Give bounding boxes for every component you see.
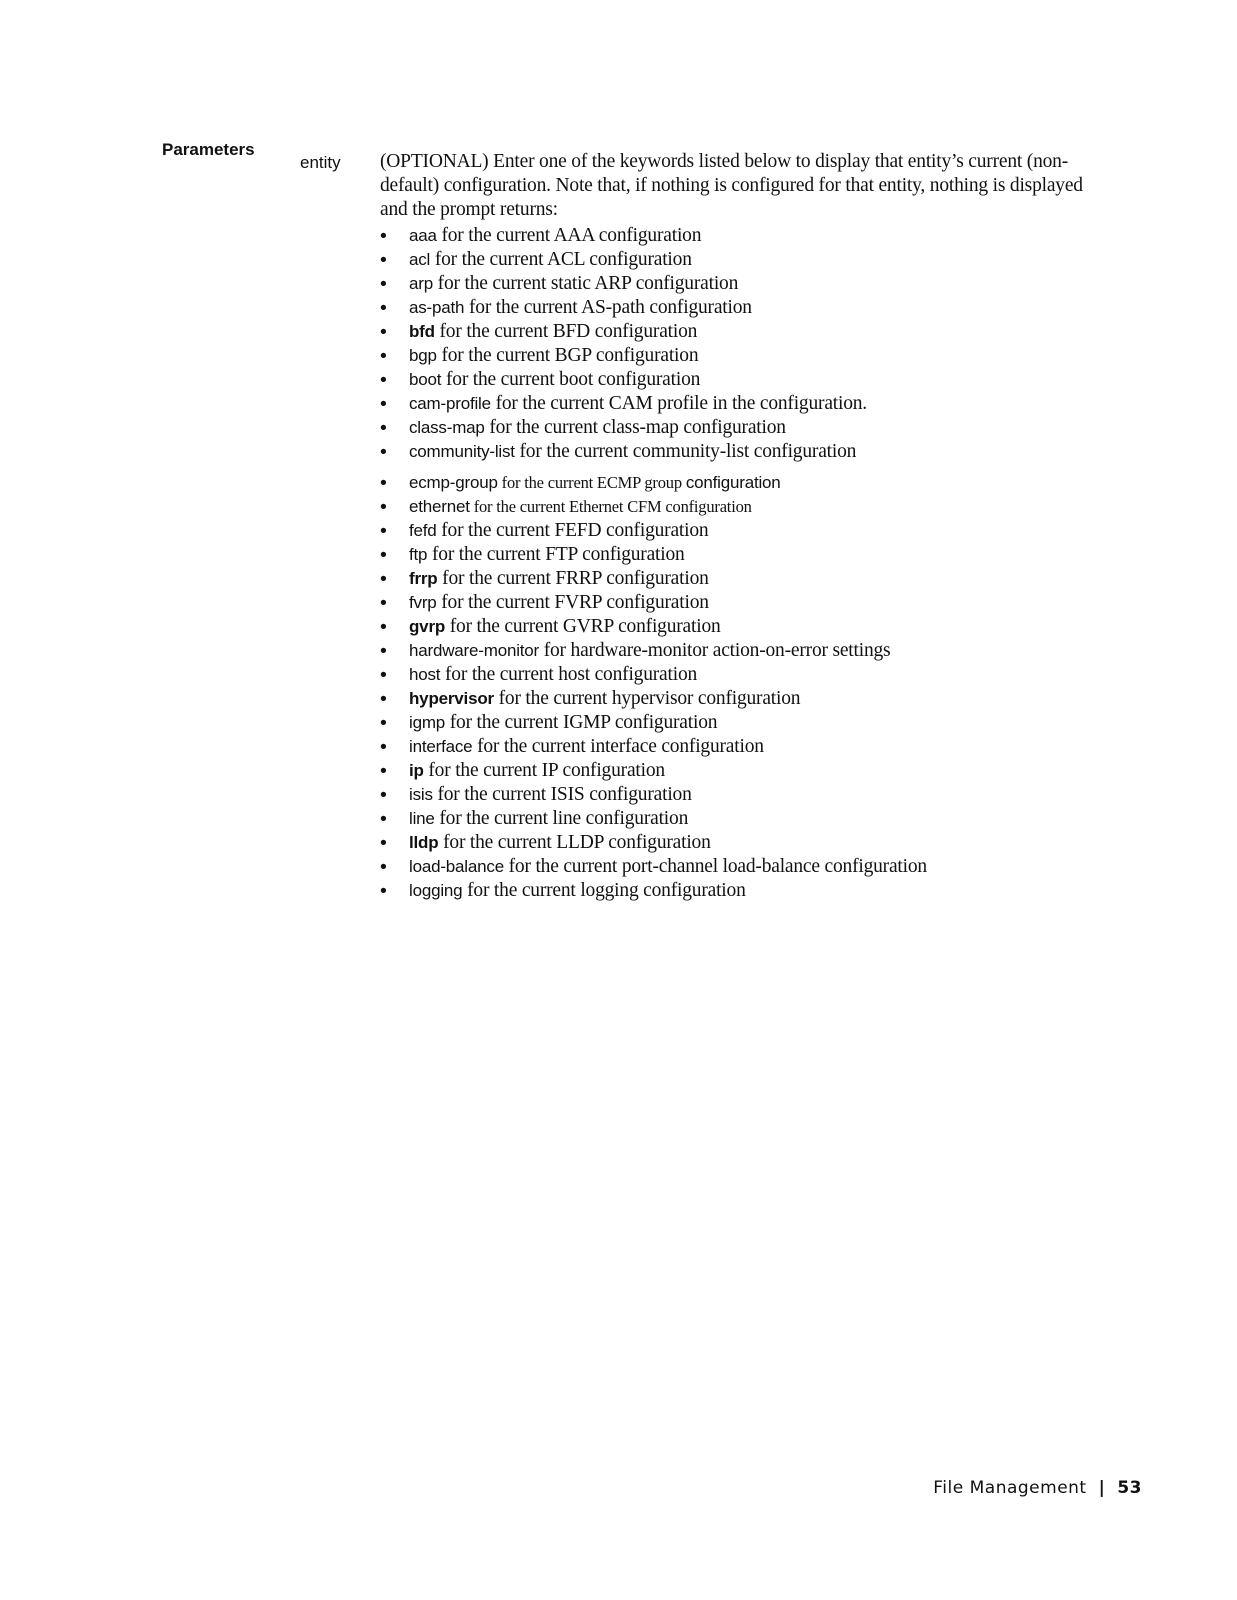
page-number: 53 [1117,1478,1142,1498]
keyword-description: for the current FRRP configuration [437,568,709,589]
list-item [380,344,1100,368]
keyword: class-map [409,418,485,437]
keyword-description: for the current AS-path configuration [464,297,752,318]
list-item [380,320,1100,344]
keyword: logging [409,881,463,900]
keyword-description: for the current boot configuration [441,369,701,390]
keyword: aaa [409,226,437,245]
keyword-description: for the current CAM profile in the configuration. [490,393,867,414]
keyword: ip [409,761,424,780]
keyword-description: for the current ACL configuration [430,249,692,270]
list-item [380,711,1100,735]
list-item [380,416,1100,440]
keyword-description: for the current Ethernet CFM configuration [469,497,752,516]
keyword-description: for the current host configuration [440,664,698,685]
list-item [380,368,1100,392]
parameters-heading: Parameters [162,140,255,159]
keyword-description: for the current ISIS configuration [432,784,692,805]
list-item [380,248,1100,272]
list-item [380,759,1100,783]
keyword: community-list [409,442,515,461]
keyword-description: for the current LLDP configuration [438,832,711,853]
keyword: as-path [409,298,465,317]
list-item [380,272,1100,296]
keyword: lldp [409,833,439,852]
list-item [380,543,1100,567]
keyword: ftp [409,545,428,564]
list-item [380,783,1100,807]
list-item [380,567,1100,591]
keyword: host [409,665,441,684]
list-item [380,471,1100,495]
keyword-description: for the current FEFD configuration [436,520,709,541]
keyword-description: for the current FVRP configuration [436,592,709,613]
keyword: acl [409,250,431,269]
list-item [380,591,1100,615]
keyword-description: for the current interface configuration [472,736,764,757]
keyword-description: for the current class-map configuration [484,417,786,438]
keyword: arp [409,274,433,293]
keyword-description: for the current port-channel load-balance configuration [503,856,927,877]
keyword: isis [409,785,433,804]
list-item [380,495,1100,519]
list-item [380,296,1100,320]
keyword: frrp [409,569,438,588]
keyword-description: for the current logging configuration [462,880,746,901]
keyword-description: for hardware-monitor action-on-error settings [539,640,891,661]
keyword-description: for the current IP configuration [423,760,665,781]
keyword-description: for the current line configuration [434,808,689,829]
keyword: fefd [409,521,437,540]
footer-separator: | [1098,1478,1106,1498]
footer-section-title: File Management [933,1478,1087,1498]
keyword: fvrp [409,593,437,612]
keyword-description: for the current IGMP configuration [445,712,718,733]
keyword: hardware-monitor [409,641,540,660]
keyword: ethernet [409,497,470,516]
keyword: bfd [409,322,435,341]
list-item [380,663,1100,687]
param-description-block [380,150,1100,903]
list-item [380,615,1100,639]
list-item [380,687,1100,711]
keyword: interface [409,737,473,756]
keyword-suffix: configuration [685,473,781,492]
keyword: boot [409,370,442,389]
keyword: bgp [409,346,437,365]
keyword-description: for the current GVRP configuration [445,616,721,637]
list-item [380,392,1100,416]
keyword: ecmp-group [409,473,498,492]
keyword: igmp [409,713,446,732]
keyword: load-balance [409,857,504,876]
keyword-description: for the current BFD configuration [434,321,698,342]
list-item [380,519,1100,543]
param-name: entity [300,153,341,172]
list-item [380,807,1100,831]
list-item [380,831,1100,855]
list-item [380,879,1100,903]
keyword-description: for the current AAA configuration [436,225,702,246]
list-item [380,735,1100,759]
keyword-description: for the current ECMP group [497,473,686,492]
list-item [380,639,1100,663]
keyword-description: for the current BGP configuration [436,345,699,366]
keyword: hypervisor [409,689,494,708]
list-item [380,224,1100,248]
list-item [380,855,1100,879]
list-item [380,440,1100,464]
keyword-description: for the current hypervisor configuration [493,688,801,709]
keyword-list [380,224,1100,903]
keyword-description: for the current static ARP configuration [432,273,739,294]
keyword-description: for the current FTP configuration [427,544,685,565]
keyword: gvrp [409,617,446,636]
keyword: line [409,809,435,828]
param-description: (OPTIONAL) Enter one of the keywords listed below to display that entity’s current (non-default) configuration. Note that, if nothing is configured for that entity, nothing is displayed and the prompt returns: [380,151,1083,220]
keyword-description: for the current community-list configuration [514,441,857,462]
keyword: cam-profile [409,394,491,413]
page-footer [933,1478,1142,1498]
